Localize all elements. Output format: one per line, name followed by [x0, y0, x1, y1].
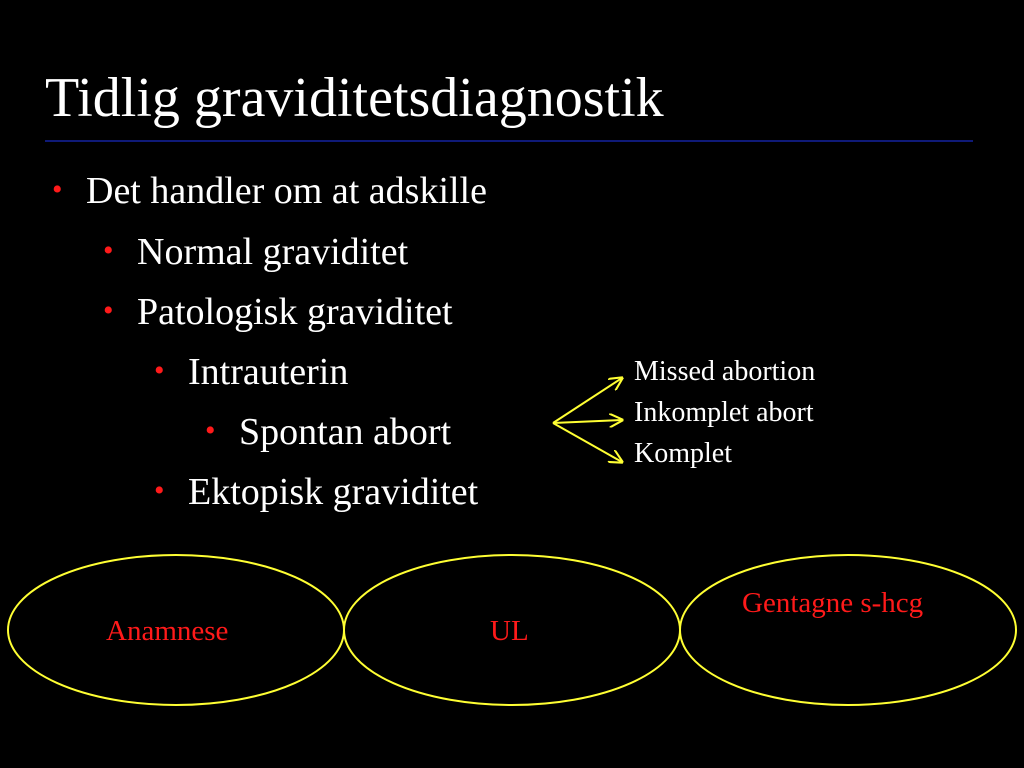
bullet-dot-icon: • [154, 474, 165, 507]
bullet-dot-icon: • [103, 294, 114, 327]
bullet-text: Spontan abort [239, 411, 452, 453]
arrow-to-missed-abortion [553, 378, 622, 423]
bullet-dot-icon: • [103, 234, 114, 267]
abortion-type-missed: Missed abortion [634, 356, 816, 387]
bullet-text: Ektopisk graviditet [188, 471, 479, 513]
bullet-dot-icon: • [52, 173, 63, 206]
bullet-dot-icon: • [154, 354, 165, 387]
slide-title: Tidlig graviditetsdiagnostik [45, 67, 664, 129]
bullet-text: Det handler om at adskille [86, 170, 487, 212]
bullet-text: Intrauterin [188, 351, 349, 393]
oval-label-gentagne-s-hcg: Gentagne s-hcg [742, 587, 924, 619]
bullet-text: Normal graviditet [137, 231, 409, 273]
abortion-type-inkomplet: Inkomplet abort [634, 397, 814, 428]
oval-label-ul: UL [490, 615, 529, 647]
bullet-text: Patologisk graviditet [137, 291, 453, 333]
abortion-type-komplet: Komplet [634, 438, 732, 469]
oval-gentagne-s-hcg [680, 555, 1016, 705]
oval-label-anamnese: Anamnese [106, 615, 229, 647]
bullet-dot-icon: • [205, 414, 216, 447]
arrow-to-inkomplet-abort [553, 420, 622, 423]
arrow-to-komplet [553, 423, 622, 462]
